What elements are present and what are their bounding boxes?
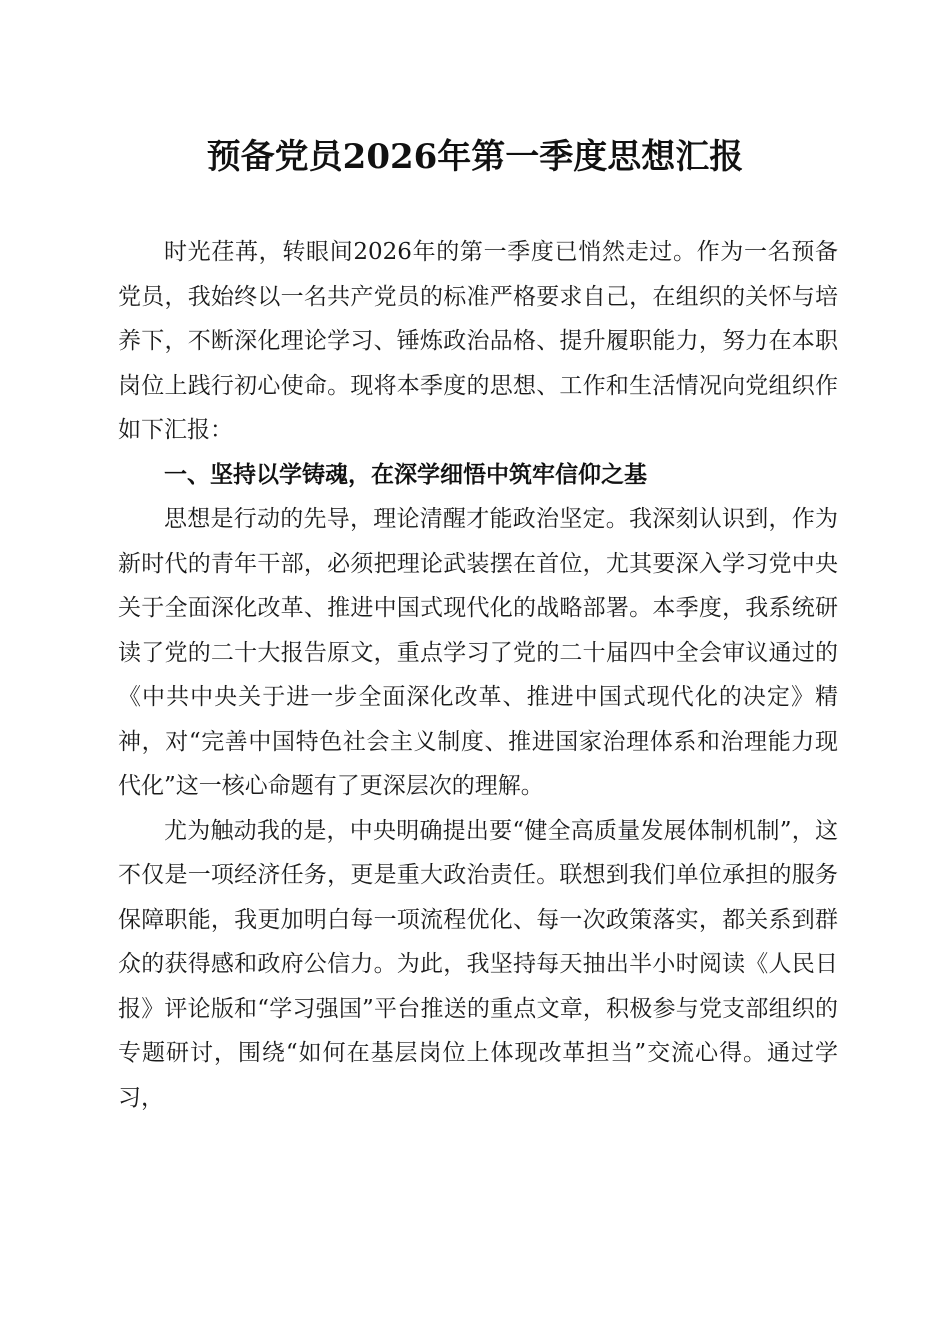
document-title: 预备党员2026年第一季度思想汇报 bbox=[206, 137, 744, 177]
section1-paragraph-2: 尤为触动我的是，中央明确提出要“健全高质量发展体制机制”，这不仅是一项经济任务，更是重大政治责任。联想到我们单位承担的服务保障职能，我更加明白每一项流程优化、每一次政策落实，都关系到群众的获得感和政府公信力。为此，我坚持每天抽出半小时阅读《人民日报》评论版和“学习强国”平台推送的重点文章，积极参与党支部组织的专题研讨，围绕“如何在基层岗位上体现改革担当”交流心得。通过学习， bbox=[118, 817, 838, 1111]
intro-paragraph: 时光荏苒，转眼间2026年的第一季度已悄然走过。作为一名预备党员，我始终以一名共产党员的标准严格要求自己，在组织的关怀与培养下，不断深化理论学习、锤炼政治品格、提升履职能力，努力在本职岗位上践行初心使命。现将本季度的思想、工作和生活情况向党组织作如下汇报： bbox=[118, 239, 838, 443]
document-body bbox=[118, 230, 838, 1120]
section-heading-1: 一、坚持以学铸魂，在深学细悟中筑牢信仰之基 bbox=[164, 461, 647, 488]
section1-paragraph-1: 思想是行动的先导，理论清醒才能政治坚定。我深刻认识到，作为新时代的青年干部，必须把理论武装摆在首位，尤其要深入学习党中央关于全面深化改革、推进中国式现代化的战略部署。本季度，我系统研读了党的二十大报告原文，重点学习了党的二十届四中全会审议通过的《中共中央关于进一步全面深化改革、推进中国式现代化的决定》精神，对“完善中国特色社会主义制度、推进国家治理体系和治理能力现代化”这一核心命题有了更深层次的理解。 bbox=[118, 506, 838, 799]
